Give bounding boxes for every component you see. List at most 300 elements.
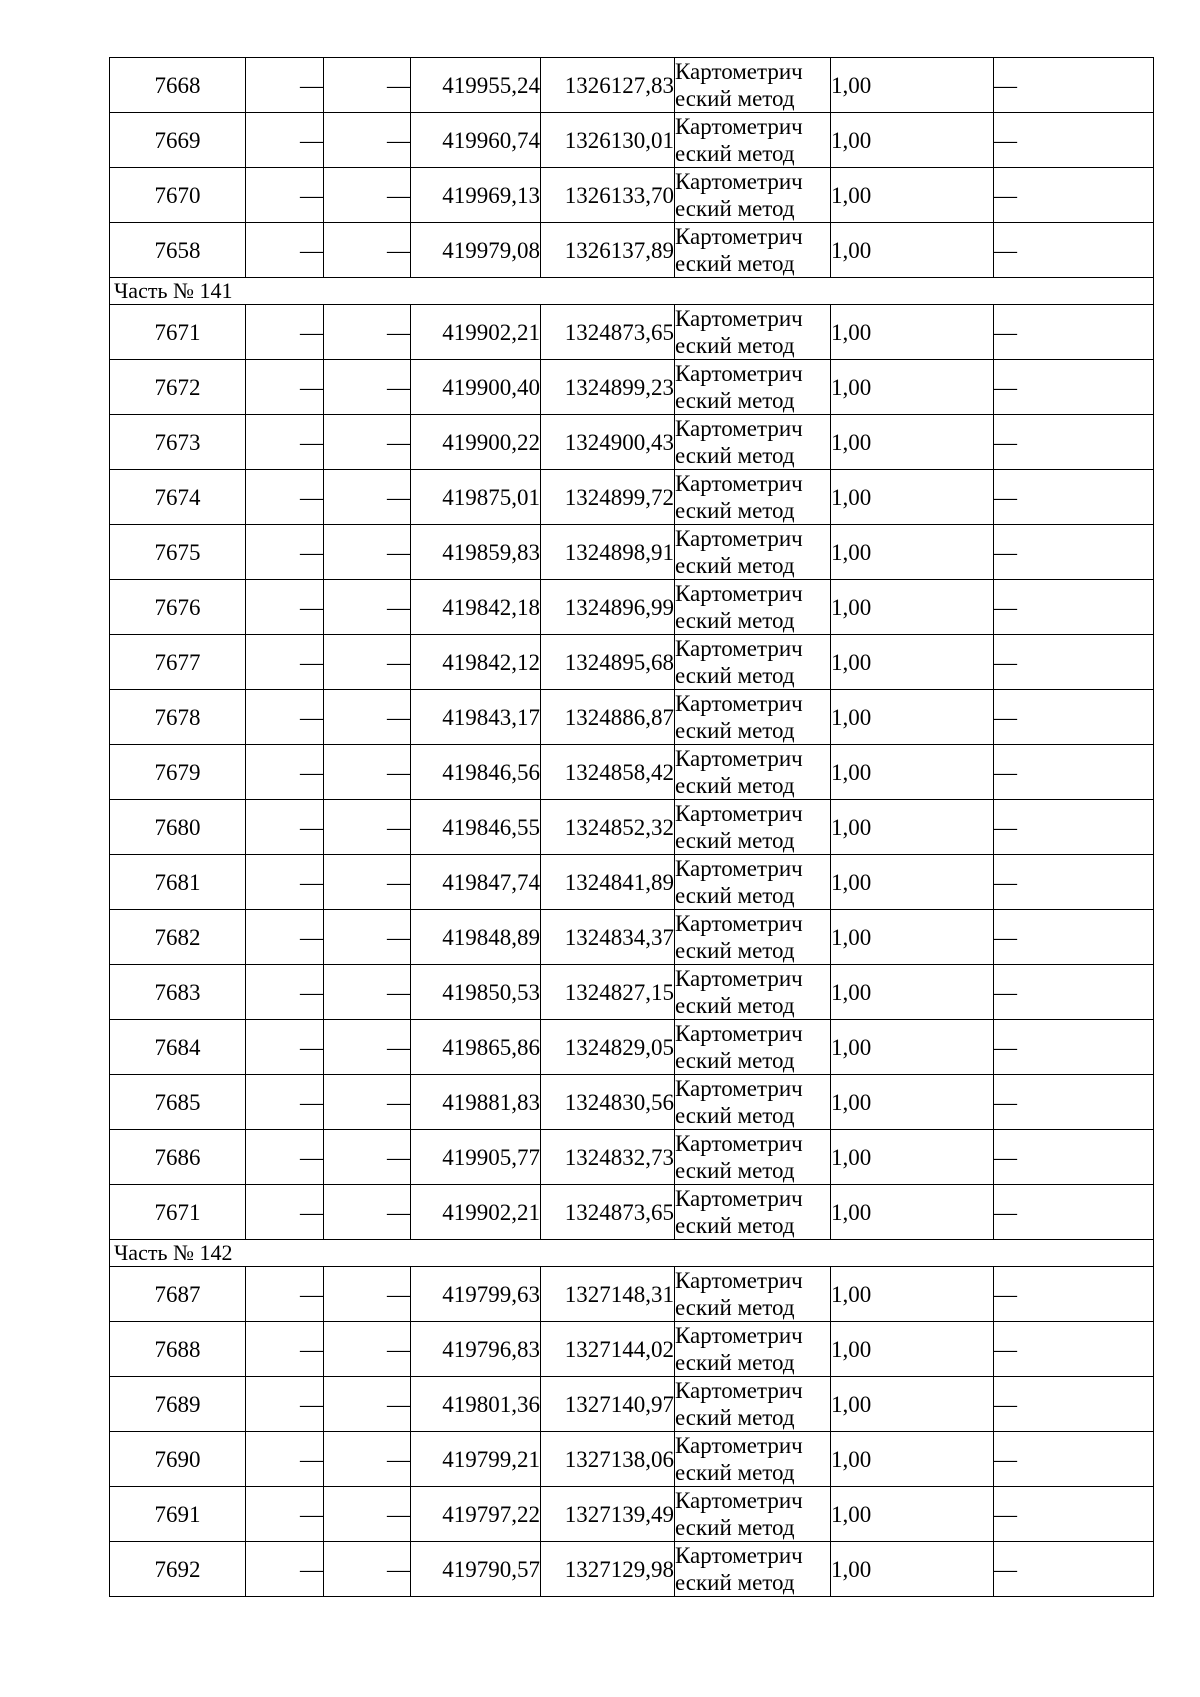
dash-cell: —: [324, 690, 411, 745]
coordinates-table-body: [110, 58, 1154, 1597]
method-cell: [675, 1487, 831, 1542]
method-cell: [675, 1377, 831, 1432]
x-coordinate-cell: 419842,18: [411, 580, 541, 635]
x-coordinate-cell: 419796,83: [411, 1322, 541, 1377]
x-coordinate-cell: 419960,74: [411, 113, 541, 168]
precision-cell: 1,00: [831, 1267, 994, 1322]
dash-cell: —: [246, 1130, 324, 1185]
dash-cell: —: [994, 855, 1154, 910]
dash-cell: —: [324, 1487, 411, 1542]
dash-cell: —: [994, 745, 1154, 800]
dash-cell: —: [324, 1322, 411, 1377]
dash-cell: —: [994, 1432, 1154, 1487]
dash-cell: —: [994, 1130, 1154, 1185]
method-line-2: еский метод: [675, 1515, 795, 1540]
method-cell: [675, 1267, 831, 1322]
x-coordinate-cell: 419799,21: [411, 1432, 541, 1487]
method-line-1: Картометрич: [675, 746, 803, 771]
x-coordinate-cell: 419797,22: [411, 1487, 541, 1542]
dash-cell: —: [246, 470, 324, 525]
method-line-1: Картометрич: [675, 1378, 803, 1403]
y-coordinate-cell: 1326130,01: [541, 113, 675, 168]
method-cell: [675, 690, 831, 745]
dash-cell: —: [246, 1542, 324, 1597]
x-coordinate-cell: 419846,55: [411, 800, 541, 855]
method-line-1: Картометрич: [675, 361, 803, 386]
dash-cell: —: [994, 168, 1154, 223]
x-coordinate-cell: 419850,53: [411, 965, 541, 1020]
dash-cell: —: [994, 1075, 1154, 1130]
precision-cell: 1,00: [831, 1432, 994, 1487]
table-row: [110, 1075, 1154, 1130]
method-line-1: Картометрич: [675, 1268, 803, 1293]
method-line-1: Картометрич: [675, 471, 803, 496]
table-row: [110, 1542, 1154, 1597]
dash-cell: —: [246, 1487, 324, 1542]
method-line-2: еский метод: [675, 498, 795, 523]
section-label: Часть № 142: [110, 1240, 1154, 1267]
method-line-1: Картометрич: [675, 416, 803, 441]
y-coordinate-cell: 1324900,43: [541, 415, 675, 470]
dash-cell: —: [994, 1267, 1154, 1322]
dash-cell: —: [994, 305, 1154, 360]
table-row: [110, 800, 1154, 855]
method-line-2: еский метод: [675, 828, 795, 853]
dash-cell: —: [994, 800, 1154, 855]
table-row: [110, 855, 1154, 910]
method-cell: [675, 800, 831, 855]
table-row: [110, 305, 1154, 360]
dash-cell: —: [246, 800, 324, 855]
method-line-1: Картометрич: [675, 1543, 803, 1568]
precision-cell: 1,00: [831, 1542, 994, 1597]
table-row: [110, 1487, 1154, 1542]
x-coordinate-cell: 419842,12: [411, 635, 541, 690]
y-coordinate-cell: 1324898,91: [541, 525, 675, 580]
method-line-2: еский метод: [675, 1048, 795, 1073]
method-line-1: Картометрич: [675, 59, 803, 84]
precision-cell: 1,00: [831, 415, 994, 470]
method-cell: [675, 1185, 831, 1240]
dash-cell: —: [324, 910, 411, 965]
method-line-1: Картометрич: [675, 1076, 803, 1101]
dash-cell: —: [994, 1322, 1154, 1377]
method-line-2: еский метод: [675, 553, 795, 578]
y-coordinate-cell: 1324830,56: [541, 1075, 675, 1130]
method-line-1: Картометрич: [675, 169, 803, 194]
table-row: [110, 690, 1154, 745]
method-line-2: еский метод: [675, 1350, 795, 1375]
table-row: [110, 470, 1154, 525]
point-number-cell: 7688: [110, 1322, 246, 1377]
method-line-1: Картометрич: [675, 526, 803, 551]
dash-cell: —: [246, 580, 324, 635]
table-row: [110, 1377, 1154, 1432]
method-cell: [675, 415, 831, 470]
table-row: [110, 1130, 1154, 1185]
x-coordinate-cell: 419902,21: [411, 305, 541, 360]
method-cell: [675, 910, 831, 965]
dash-cell: —: [246, 1185, 324, 1240]
section-label: Часть № 141: [110, 278, 1154, 305]
x-coordinate-cell: 419843,17: [411, 690, 541, 745]
dash-cell: —: [994, 360, 1154, 415]
y-coordinate-cell: 1324829,05: [541, 1020, 675, 1075]
method-line-1: Картометрич: [675, 581, 803, 606]
method-line-1: Картометрич: [675, 306, 803, 331]
dash-cell: —: [246, 360, 324, 415]
method-cell: [675, 305, 831, 360]
x-coordinate-cell: 419848,89: [411, 910, 541, 965]
method-cell: [675, 1130, 831, 1185]
method-cell: [675, 855, 831, 910]
method-line-2: еский метод: [675, 1405, 795, 1430]
dash-cell: —: [994, 470, 1154, 525]
method-cell: [675, 1322, 831, 1377]
dash-cell: —: [246, 1020, 324, 1075]
precision-cell: 1,00: [831, 1377, 994, 1432]
method-cell: [675, 1542, 831, 1597]
point-number-cell: 7671: [110, 305, 246, 360]
point-number-cell: 7673: [110, 415, 246, 470]
point-number-cell: 7687: [110, 1267, 246, 1322]
x-coordinate-cell: 419790,57: [411, 1542, 541, 1597]
precision-cell: 1,00: [831, 1487, 994, 1542]
dash-cell: —: [324, 1075, 411, 1130]
method-line-2: еский метод: [675, 1295, 795, 1320]
table-row: [110, 910, 1154, 965]
point-number-cell: 7671: [110, 1185, 246, 1240]
y-coordinate-cell: 1324886,87: [541, 690, 675, 745]
method-cell: [675, 635, 831, 690]
x-coordinate-cell: 419846,56: [411, 745, 541, 800]
x-coordinate-cell: 419955,24: [411, 58, 541, 113]
dash-cell: —: [324, 635, 411, 690]
dash-cell: —: [246, 305, 324, 360]
point-number-cell: 7679: [110, 745, 246, 800]
dash-cell: —: [994, 965, 1154, 1020]
method-line-2: еский метод: [675, 938, 795, 963]
dash-cell: —: [246, 1322, 324, 1377]
method-cell: [675, 470, 831, 525]
table-row: [110, 360, 1154, 415]
table-row: [110, 1020, 1154, 1075]
precision-cell: 1,00: [831, 360, 994, 415]
dash-cell: —: [994, 635, 1154, 690]
point-number-cell: 7681: [110, 855, 246, 910]
method-line-2: еский метод: [675, 663, 795, 688]
method-cell: [675, 168, 831, 223]
x-coordinate-cell: 419865,86: [411, 1020, 541, 1075]
point-number-cell: 7672: [110, 360, 246, 415]
method-line-2: еский метод: [675, 1460, 795, 1485]
method-cell: [675, 58, 831, 113]
method-line-2: еский метод: [675, 1570, 795, 1595]
dash-cell: —: [994, 223, 1154, 278]
method-line-1: Картометрич: [675, 1433, 803, 1458]
precision-cell: 1,00: [831, 525, 994, 580]
dash-cell: —: [324, 1432, 411, 1487]
section-header-row: [110, 278, 1154, 305]
y-coordinate-cell: 1324873,65: [541, 1185, 675, 1240]
table-row: [110, 525, 1154, 580]
y-coordinate-cell: 1324841,89: [541, 855, 675, 910]
x-coordinate-cell: 419905,77: [411, 1130, 541, 1185]
dash-cell: —: [246, 965, 324, 1020]
dash-cell: —: [324, 800, 411, 855]
dash-cell: —: [246, 168, 324, 223]
method-line-2: еский метод: [675, 1158, 795, 1183]
section-header-row: [110, 1240, 1154, 1267]
precision-cell: 1,00: [831, 1322, 994, 1377]
precision-cell: 1,00: [831, 635, 994, 690]
dash-cell: —: [324, 745, 411, 800]
point-number-cell: 7686: [110, 1130, 246, 1185]
y-coordinate-cell: 1324899,23: [541, 360, 675, 415]
dash-cell: —: [246, 1432, 324, 1487]
method-line-1: Картометрич: [675, 1131, 803, 1156]
y-coordinate-cell: 1327129,98: [541, 1542, 675, 1597]
x-coordinate-cell: 419979,08: [411, 223, 541, 278]
y-coordinate-cell: 1324899,72: [541, 470, 675, 525]
x-coordinate-cell: 419847,74: [411, 855, 541, 910]
dash-cell: —: [246, 113, 324, 168]
method-cell: [675, 580, 831, 635]
method-line-1: Картометрич: [675, 114, 803, 139]
dash-cell: —: [246, 58, 324, 113]
method-line-1: Картометрич: [675, 1186, 803, 1211]
table-row: [110, 113, 1154, 168]
method-cell: [675, 525, 831, 580]
dash-cell: —: [994, 58, 1154, 113]
x-coordinate-cell: 419801,36: [411, 1377, 541, 1432]
method-line-2: еский метод: [675, 251, 795, 276]
method-line-1: Картометрич: [675, 911, 803, 936]
dash-cell: —: [324, 525, 411, 580]
table-row: [110, 223, 1154, 278]
dash-cell: —: [324, 965, 411, 1020]
y-coordinate-cell: 1327144,02: [541, 1322, 675, 1377]
point-number-cell: 7683: [110, 965, 246, 1020]
point-number-cell: 7680: [110, 800, 246, 855]
x-coordinate-cell: 419799,63: [411, 1267, 541, 1322]
dash-cell: —: [994, 1542, 1154, 1597]
dash-cell: —: [246, 1377, 324, 1432]
method-line-2: еский метод: [675, 388, 795, 413]
dash-cell: —: [246, 1267, 324, 1322]
dash-cell: —: [246, 855, 324, 910]
point-number-cell: 7685: [110, 1075, 246, 1130]
dash-cell: —: [324, 223, 411, 278]
precision-cell: 1,00: [831, 965, 994, 1020]
dash-cell: —: [324, 1377, 411, 1432]
point-number-cell: 7668: [110, 58, 246, 113]
method-line-1: Картометрич: [675, 966, 803, 991]
dash-cell: —: [246, 690, 324, 745]
dash-cell: —: [324, 580, 411, 635]
dash-cell: —: [324, 470, 411, 525]
method-cell: [675, 1432, 831, 1487]
dash-cell: —: [246, 1075, 324, 1130]
document-page: [109, 57, 1153, 1597]
point-number-cell: 7658: [110, 223, 246, 278]
method-line-2: еский метод: [675, 86, 795, 111]
dash-cell: —: [324, 415, 411, 470]
precision-cell: 1,00: [831, 690, 994, 745]
method-line-1: Картометрич: [675, 224, 803, 249]
y-coordinate-cell: 1327139,49: [541, 1487, 675, 1542]
method-line-2: еский метод: [675, 141, 795, 166]
point-number-cell: 7682: [110, 910, 246, 965]
dash-cell: —: [994, 1377, 1154, 1432]
precision-cell: 1,00: [831, 168, 994, 223]
method-line-2: еский метод: [675, 993, 795, 1018]
point-number-cell: 7677: [110, 635, 246, 690]
method-line-1: Картометрич: [675, 1021, 803, 1046]
point-number-cell: 7670: [110, 168, 246, 223]
y-coordinate-cell: 1324852,32: [541, 800, 675, 855]
method-line-2: еский метод: [675, 1103, 795, 1128]
precision-cell: 1,00: [831, 58, 994, 113]
dash-cell: —: [324, 360, 411, 415]
dash-cell: —: [324, 855, 411, 910]
method-line-1: Картометрич: [675, 636, 803, 661]
precision-cell: 1,00: [831, 800, 994, 855]
method-line-2: еский метод: [675, 443, 795, 468]
table-row: [110, 1185, 1154, 1240]
point-number-cell: 7675: [110, 525, 246, 580]
point-number-cell: 7669: [110, 113, 246, 168]
point-number-cell: 7689: [110, 1377, 246, 1432]
coordinates-table: [109, 57, 1154, 1597]
y-coordinate-cell: 1326133,70: [541, 168, 675, 223]
dash-cell: —: [324, 168, 411, 223]
dash-cell: —: [246, 635, 324, 690]
table-row: [110, 965, 1154, 1020]
y-coordinate-cell: 1326137,89: [541, 223, 675, 278]
precision-cell: 1,00: [831, 910, 994, 965]
precision-cell: 1,00: [831, 1130, 994, 1185]
y-coordinate-cell: 1324827,15: [541, 965, 675, 1020]
precision-cell: 1,00: [831, 580, 994, 635]
precision-cell: 1,00: [831, 1185, 994, 1240]
dash-cell: —: [246, 223, 324, 278]
precision-cell: 1,00: [831, 113, 994, 168]
method-cell: [675, 360, 831, 415]
method-cell: [675, 745, 831, 800]
precision-cell: 1,00: [831, 855, 994, 910]
method-cell: [675, 223, 831, 278]
dash-cell: —: [994, 1185, 1154, 1240]
y-coordinate-cell: 1327140,97: [541, 1377, 675, 1432]
precision-cell: 1,00: [831, 223, 994, 278]
dash-cell: —: [994, 690, 1154, 745]
point-number-cell: 7692: [110, 1542, 246, 1597]
table-row: [110, 635, 1154, 690]
dash-cell: —: [324, 1185, 411, 1240]
y-coordinate-cell: 1324834,37: [541, 910, 675, 965]
method-line-2: еский метод: [675, 196, 795, 221]
x-coordinate-cell: 419881,83: [411, 1075, 541, 1130]
dash-cell: —: [994, 1020, 1154, 1075]
y-coordinate-cell: 1327138,06: [541, 1432, 675, 1487]
point-number-cell: 7678: [110, 690, 246, 745]
x-coordinate-cell: 419875,01: [411, 470, 541, 525]
y-coordinate-cell: 1327148,31: [541, 1267, 675, 1322]
method-cell: [675, 113, 831, 168]
point-number-cell: 7676: [110, 580, 246, 635]
y-coordinate-cell: 1326127,83: [541, 58, 675, 113]
y-coordinate-cell: 1324873,65: [541, 305, 675, 360]
method-cell: [675, 1020, 831, 1075]
x-coordinate-cell: 419900,22: [411, 415, 541, 470]
point-number-cell: 7690: [110, 1432, 246, 1487]
dash-cell: —: [324, 1542, 411, 1597]
method-cell: [675, 965, 831, 1020]
method-line-1: Картометрич: [675, 801, 803, 826]
dash-cell: —: [324, 113, 411, 168]
table-row: [110, 1322, 1154, 1377]
precision-cell: 1,00: [831, 305, 994, 360]
y-coordinate-cell: 1324896,99: [541, 580, 675, 635]
dash-cell: —: [324, 1267, 411, 1322]
method-line-1: Картометрич: [675, 856, 803, 881]
table-row: [110, 1432, 1154, 1487]
dash-cell: —: [324, 58, 411, 113]
table-row: [110, 58, 1154, 113]
dash-cell: —: [324, 305, 411, 360]
dash-cell: —: [994, 580, 1154, 635]
method-line-1: Картометрич: [675, 1323, 803, 1348]
dash-cell: —: [324, 1020, 411, 1075]
table-row: [110, 1267, 1154, 1322]
dash-cell: —: [994, 1487, 1154, 1542]
method-line-1: Картометрич: [675, 1488, 803, 1513]
y-coordinate-cell: 1324895,68: [541, 635, 675, 690]
y-coordinate-cell: 1324858,42: [541, 745, 675, 800]
method-line-2: еский метод: [675, 608, 795, 633]
method-cell: [675, 1075, 831, 1130]
point-number-cell: 7674: [110, 470, 246, 525]
method-line-2: еский метод: [675, 883, 795, 908]
point-number-cell: 7691: [110, 1487, 246, 1542]
x-coordinate-cell: 419900,40: [411, 360, 541, 415]
method-line-2: еский метод: [675, 333, 795, 358]
y-coordinate-cell: 1324832,73: [541, 1130, 675, 1185]
point-number-cell: 7684: [110, 1020, 246, 1075]
method-line-2: еский метод: [675, 773, 795, 798]
table-row: [110, 168, 1154, 223]
dash-cell: —: [246, 525, 324, 580]
dash-cell: —: [324, 1130, 411, 1185]
precision-cell: 1,00: [831, 1020, 994, 1075]
dash-cell: —: [246, 745, 324, 800]
precision-cell: 1,00: [831, 470, 994, 525]
dash-cell: —: [994, 113, 1154, 168]
precision-cell: 1,00: [831, 745, 994, 800]
dash-cell: —: [994, 910, 1154, 965]
x-coordinate-cell: 419859,83: [411, 525, 541, 580]
dash-cell: —: [246, 910, 324, 965]
table-row: [110, 415, 1154, 470]
table-row: [110, 745, 1154, 800]
method-line-2: еский метод: [675, 718, 795, 743]
dash-cell: —: [994, 525, 1154, 580]
x-coordinate-cell: 419969,13: [411, 168, 541, 223]
dash-cell: —: [246, 415, 324, 470]
precision-cell: 1,00: [831, 1075, 994, 1130]
method-line-1: Картометрич: [675, 691, 803, 716]
